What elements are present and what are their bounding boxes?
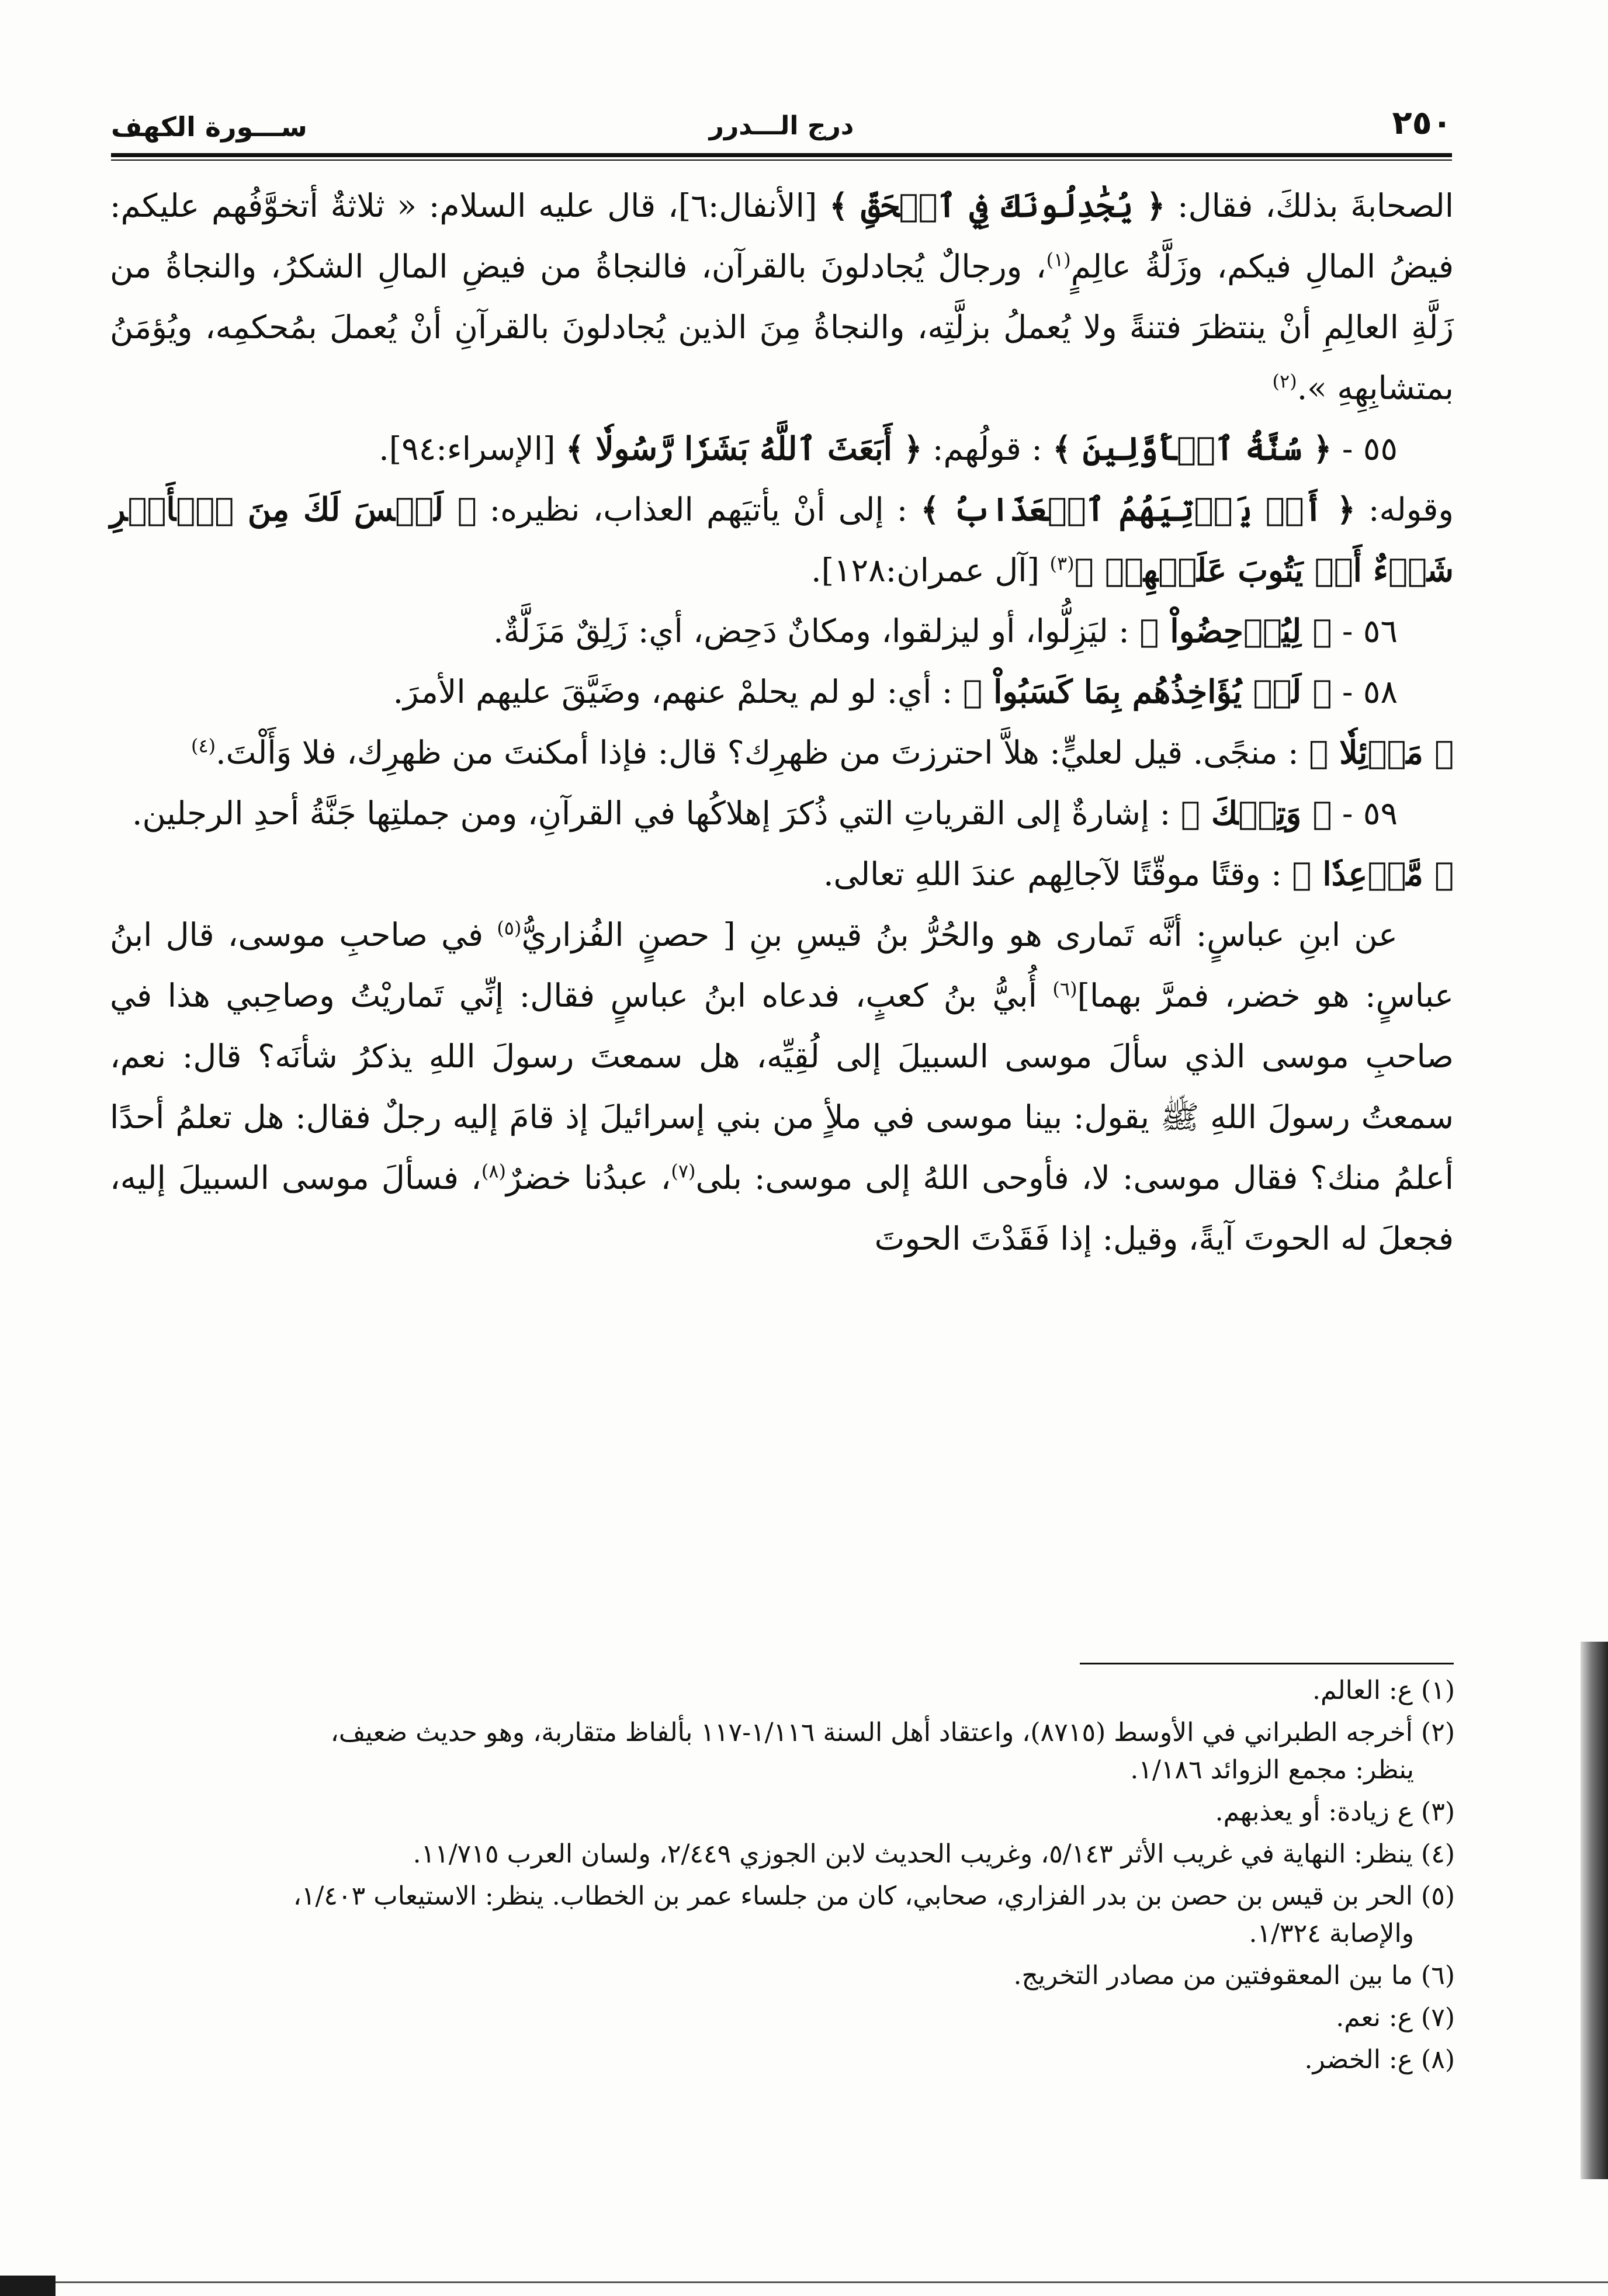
footnote-item bbox=[111, 2041, 1455, 2079]
quran-verse: ﴿ لِيُدۡحِضُواْ ﴾ bbox=[1139, 612, 1332, 650]
text-run: الصحابةَ بذلكَ، فقال: bbox=[1165, 187, 1454, 224]
verse-number: ٥٨ - bbox=[1332, 673, 1398, 710]
paragraph-verse-59 bbox=[110, 783, 1454, 844]
footnote-number: (٥) bbox=[1421, 1881, 1455, 1911]
footnote-divider bbox=[1080, 1663, 1454, 1664]
quran-verse: ﴿ مَوۡئِلٗا ﴾ bbox=[1309, 733, 1454, 771]
header-rule-thin bbox=[111, 159, 1452, 161]
text-run: [الأنفال:٦]، قال عليه السلام: « ثلاثةٌ أتخوَّفُهم عليكم: فيضُ المالِ فيكم، وزَلَّةُ عالِمٍ bbox=[110, 187, 1454, 285]
text-run: في صاحبِ موسى، قال ابنُ عباسٍ: هو خضر، فمرَّ بهما] bbox=[110, 916, 1454, 1014]
paragraph-verse-55 bbox=[110, 418, 1454, 479]
footnote-ref: (٥) bbox=[497, 917, 522, 939]
footnote-item bbox=[111, 1836, 1455, 1873]
footnote-item bbox=[111, 1672, 1455, 1709]
quran-verse: ﴿ لَوۡ يُؤَاخِذُهُم بِمَا كَسَبُواْ ﴾ bbox=[962, 672, 1332, 710]
page-number: ٢٥٠ bbox=[1392, 104, 1452, 142]
verse-number: ٥٩ - bbox=[1332, 795, 1398, 832]
paragraph-mawid bbox=[110, 844, 1454, 904]
paragraph-mawil bbox=[110, 722, 1454, 783]
header-rule-thick bbox=[111, 153, 1452, 157]
text-run: : قولُهم: bbox=[922, 430, 1053, 467]
footnote-item bbox=[111, 1794, 1455, 1831]
footnote-ref: (٨) bbox=[481, 1160, 507, 1182]
footnote-item bbox=[111, 1714, 1455, 1789]
binding-edge-shadow bbox=[1581, 1642, 1608, 2179]
footnote-item bbox=[111, 1957, 1455, 1995]
verse-number: ٥٦ - bbox=[1332, 612, 1398, 650]
footnote-ref: (٤) bbox=[190, 734, 216, 757]
text-run: وقوله: bbox=[1355, 491, 1454, 528]
quran-verse: ﴿ سُنَّةُ ٱلۡأَوَّلِينَ ﴾ bbox=[1052, 429, 1332, 467]
verse-number: ٥٥ - bbox=[1332, 430, 1398, 467]
text-run: : منجًى. قيل لعليٍّ: هلاَّ احترزتَ من ظهرِك؟ قال: فإذا أمكنتَ من ظهرِك، فلا وَأَلْتَ. bbox=[216, 734, 1309, 771]
text-run: ، ورجالٌ يُجادلونَ بالقرآن، فالنجاةُ من فيضِ المالِ الشكرُ، والنجاةُ من زَلَّةِ العالِمِ أنْ ينتظرَ فتنةً ولا يُعملُ بزلَّتِه، والنجاةُ مِنَ الذين يُجادلونَ بالقرآنِ أنْ يُعملَ بمُحكمِه، ويُؤمَنُ بمتشابِهِهِ ». bbox=[110, 248, 1454, 407]
text-run: عن ابنِ عباسٍ: أنَّه تَمارى هو والحُرُّ بنُ قيسِ بنِ [ حصنٍ الفُزاريُّ bbox=[521, 916, 1398, 953]
footnote-text: ع: العالم. bbox=[1312, 1676, 1413, 1705]
footnote-number: (٣) bbox=[1421, 1797, 1455, 1827]
quran-verse: ﴿ وَتِلۡكَ ﴾ bbox=[1180, 794, 1332, 832]
text-run: أُبيُّ بنُ كعبٍ، فدعاه ابنُ عباسٍ فقال: إنِّي تَماريْتُ وصاحِبي هذا في صاحبِ موسى الذي سألَ موسى السبيلَ إلى لُقِيِّه، هل سمعتَ رسولَ اللهِ يذكرُ شأنَه؟ قال: نعم، سمعتُ رسولَ اللهِ ﷺ يقول: بينا موسى في ملأٍ من بني إسرائيلَ إذ قامَ إليه رجلٌ فقال: هل تعلمُ أحدًا أعلمُ منك؟ فقال موسى: لا، فأوحى اللهُ إلى موسى: بلى bbox=[110, 977, 1454, 1196]
text-run: : وقتًا موقّتًا لآجالِهم عندَ اللهِ تعالى. bbox=[823, 855, 1292, 893]
footnote-number: (٢) bbox=[1421, 1718, 1455, 1747]
paragraph-ibn-abbas bbox=[110, 904, 1454, 1269]
running-header bbox=[111, 98, 1452, 151]
text-run: [آل عمران:١٢٨]. bbox=[811, 552, 1050, 589]
footnote-ref: (٢) bbox=[1272, 370, 1297, 393]
paragraph-3 bbox=[110, 479, 1454, 601]
quran-verse: ﴿ أَوۡ يَأۡتِيَهُمُ ٱلۡعَذَابُ ﴾ bbox=[920, 490, 1356, 528]
footnote-continuation: ينظر: مجمع الزوائد ١/١٨٦. bbox=[1130, 1755, 1414, 1785]
quran-verse: ﴿ مَّوۡعِدٗا ﴾ bbox=[1292, 855, 1454, 893]
footnote-text: ع: نعم. bbox=[1336, 2003, 1413, 2033]
text-run: : إلى أنْ يأتيَهم العذاب، نظيره: bbox=[476, 491, 921, 528]
footnote-ref: (٣) bbox=[1049, 552, 1075, 575]
footnote-number: (٧) bbox=[1421, 2003, 1455, 2033]
scan-corner-mark bbox=[0, 2276, 56, 2296]
quran-verse: ﴿ لَيۡسَ لَكَ مِنَ ٱلۡأَمۡرِ شَيۡءٌ أَوۡ يَتُوبَ عَلَيۡهِمۡ ﴾ bbox=[110, 490, 1454, 589]
text-run: : أي: لو لم يحلمْ عنهم، وضَيَّقَ عليهم الأمرَ. bbox=[393, 673, 963, 710]
text-run: ، فسألَ موسى السبيلَ إليه، فجعلَ له الحوتَ آيةً، وقيل: إذا فَقَدْتَ الحوتَ bbox=[110, 1159, 1454, 1257]
footnote-text: ع: الخضر. bbox=[1304, 2045, 1413, 2075]
paragraph-1 bbox=[110, 175, 1454, 418]
text-run: : ليَزِلُّوا، أو ليزلقوا، ومكانٌ دَحِض، أي: زَلِقٌ مَزَلَّةٌ. bbox=[493, 612, 1140, 650]
paragraph-verse-56 bbox=[110, 601, 1454, 661]
footnote-ref: (١) bbox=[1046, 248, 1071, 271]
footnote-text: الحر بن قيس بن حصن بن بدر الفزاري، صحابي، كان من جلساء عمر بن الخطاب. ينظر: الاستيعاب ١/٤٠٣، bbox=[293, 1881, 1413, 1911]
footnote-text: ع زيادة: أو يعذبهم. bbox=[1215, 1797, 1413, 1827]
footnotes bbox=[111, 1672, 1455, 2083]
footnote-ref: (٧) bbox=[671, 1160, 696, 1182]
text-run: : إشارةٌ إلى القرياتِ التي ذُكرَ إهلاكُها في القرآنِ، ومن جملتِها جَنَّةُ أحدِ الرجلين. bbox=[132, 795, 1181, 832]
paragraph-verse-58 bbox=[110, 661, 1454, 722]
footnote-continuation: والإصابة ١/٣٢٤. bbox=[1249, 1919, 1414, 1948]
quran-verse: ﴿ أَبَعَثَ ٱللَّهُ بَشَرٗا رَّسُولٗا ﴾ bbox=[566, 429, 923, 467]
footnote-item bbox=[111, 1999, 1455, 2037]
footnote-ref: (٦) bbox=[1052, 977, 1077, 1000]
footnote-text: ينظر: النهاية في غريب الأثر ٥/١٤٣، وغريب الحديث لابن الجوزي ٢/٤٤٩، ولسان العرب ١١/٧١٥. bbox=[413, 1839, 1413, 1869]
footnote-number: (٦) bbox=[1421, 1961, 1455, 1990]
text-run: ، عبدُنا خضرٌ bbox=[506, 1159, 671, 1196]
footnote-number: (١) bbox=[1421, 1676, 1455, 1705]
footnote-text: أخرجه الطبراني في الأوسط (٨٧١٥)، واعتقاد أهل السنة ١/١١٦-١١٧ بألفاظ متقاربة، وهو حديث ضعيف، bbox=[330, 1718, 1413, 1747]
footnote-number: (٤) bbox=[1421, 1839, 1455, 1869]
book-title: درج الـــدرر bbox=[709, 111, 854, 141]
footnote-number: (٨) bbox=[1421, 2045, 1455, 2075]
main-text bbox=[110, 175, 1454, 1269]
footnote-item bbox=[111, 1878, 1455, 1952]
footnote-text: ما بين المعقوفتين من مصادر التخريج. bbox=[1013, 1961, 1413, 1990]
text-run: [الإسراء:٩٤]. bbox=[379, 430, 566, 467]
scan-bottom-line bbox=[56, 2281, 1608, 2283]
quran-verse: ﴿ يُجَٰدِلُونَكَ فِي ٱلۡحَقِّ ﴾ bbox=[829, 186, 1166, 224]
surah-title: ســـورة الكهف bbox=[111, 111, 307, 143]
